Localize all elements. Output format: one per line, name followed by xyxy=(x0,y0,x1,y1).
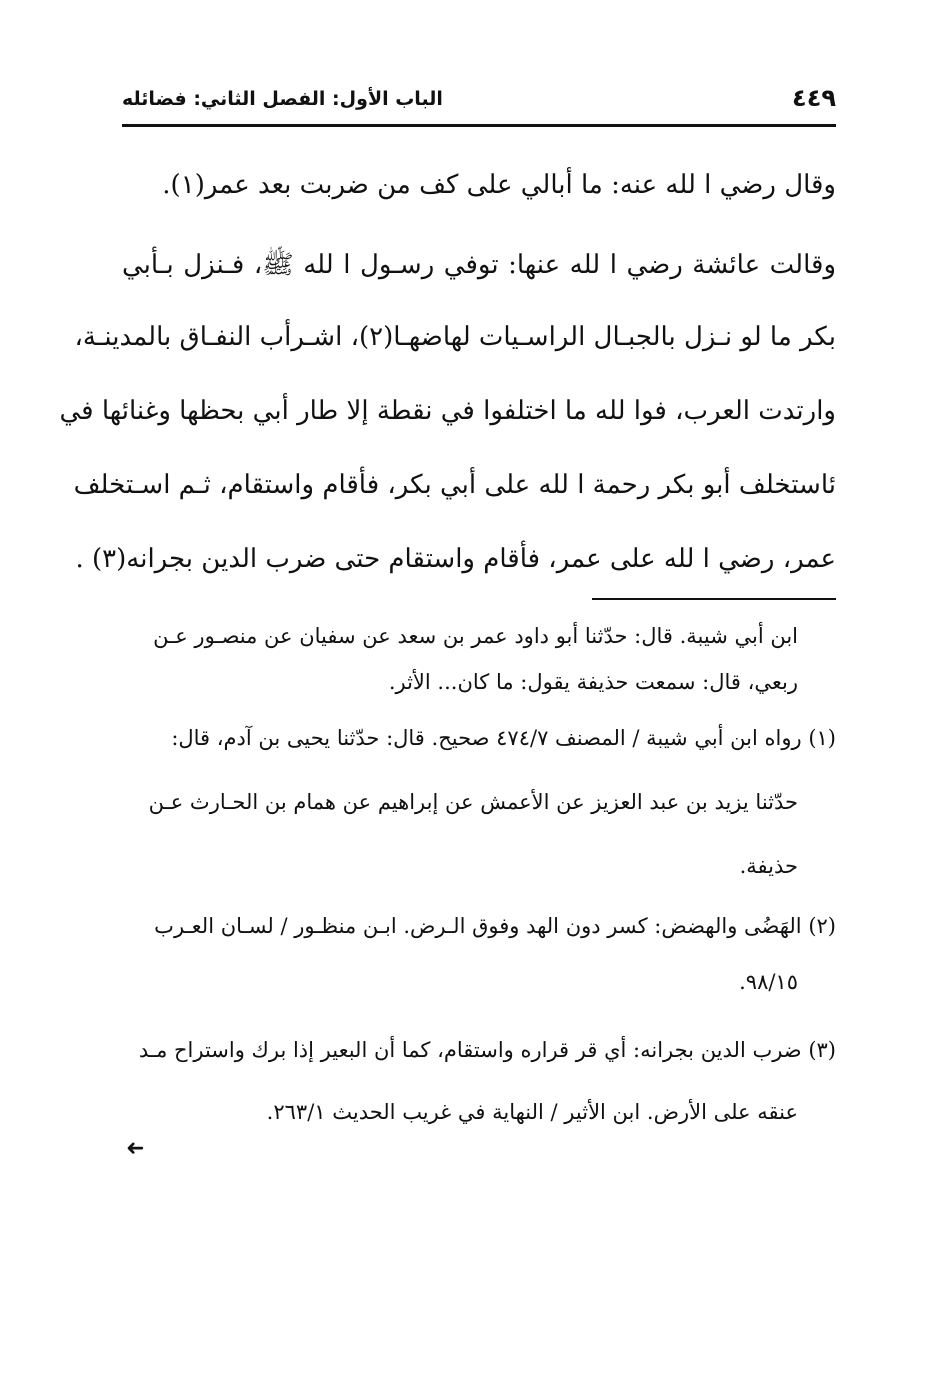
footnote-line: (٣) ضرب الدين بجرانه: أي قر قراره واستقام، كما أن البعير إذا برك واستراح مـد xyxy=(138,1038,836,1062)
next-page-glyph: ➜ xyxy=(126,1136,145,1161)
footnote-line: (١) رواه ابن أبي شيبة / المصنف ٤٧٤/٧ صحيح. قال: حدّثنا يحيى بن آدم، قال: xyxy=(171,726,836,750)
footnote-line: حذيفة. xyxy=(739,854,798,878)
text-line: بكر ما لو نـزل بالجبـال الراسـيات لهاضهـا(٢)، اشـرأب النفـاق بالمدينـة، xyxy=(74,322,836,352)
text-line: عمر، رضي ا لله على عمر، فأقام واستقام حتى ضرب الدين بجرانه(٣) . xyxy=(75,544,836,574)
page-header xyxy=(122,84,836,124)
footnote-line: عنقه على الأرض. ابن الأثير / النهاية في غريب الحديث ٢٦٣/١. xyxy=(266,1100,798,1124)
footnote-line: (٢) الهَضُى والهضض: كسر دون الهد وفوق الـرض. ابـن منظـور / لسـان العـرب xyxy=(154,914,836,938)
text-line: ئاستخلف أبو بكر رحمة ا لله على أبي بكر، فأقام واستقام، ثـم اسـتخلف xyxy=(73,470,836,500)
header-rule xyxy=(122,124,836,127)
text-line: وارتدت العرب، فوا لله ما اختلفوا في نقطة إلا طار أبي بحظها وغنائها في xyxy=(59,396,836,426)
footnote-line: ٩٨/١٥. xyxy=(739,970,798,994)
footnote-line: حدّثنا يزيد بن عبد العزيز عن الأعمش عن إبراهيم عن همام بن الحـارث عـن xyxy=(148,790,798,814)
footnote-separator xyxy=(592,598,836,600)
text-line: وقالت عائشة رضي ا لله عنها: توفي رسـول ا لله ﷺ، فـنزل بـأبي xyxy=(122,250,836,280)
running-title: الباب الأول: الفصل الثاني: فضائله xyxy=(122,88,443,110)
footnotes xyxy=(122,624,836,1144)
text-line: وقال رضي ا لله عنه: ما أبالي على كف من ضربت بعد عمر(١). xyxy=(162,170,836,200)
footnote-line: ربعي، قال: سمعت حذيفة يقول: ما كان... الأثر. xyxy=(388,670,798,694)
main-text xyxy=(59,170,836,590)
footnote-line: ابن أبي شيبة. قال: حدّثنا أبو داود عمر بن سعد عن سفيان عن منصـور عـن xyxy=(153,624,798,648)
left-arrow-icon[interactable] xyxy=(126,1136,144,1161)
page-number: ٤٤٩ xyxy=(792,84,836,112)
